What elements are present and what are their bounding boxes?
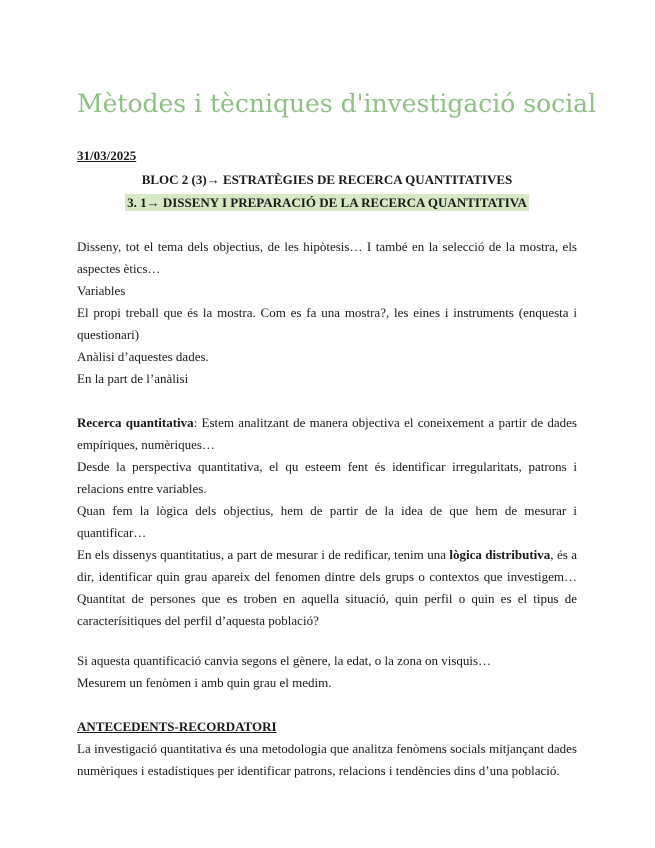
logica-distributiva-term: lògica distributiva — [449, 547, 551, 562]
bloc-heading-text: BLOC 2 (3)→ ESTRATÈGIES DE RECERCA QUANTITATIVES — [141, 172, 513, 187]
document-title: Mètodes i tècniques d'investigació social — [77, 89, 597, 118]
spacer — [77, 694, 577, 716]
recerca-definition: : Estem analitzant de manera objectiva el coneixement a partir de dades empíriques, numèriques… — [77, 415, 577, 452]
recerca-p4-after: , és a dir, identificar quin grau apareix del fenomen dintre dels grups o contextos que investigem… Quantitat de persones que es troben en aquella situació, quin perfil o quin es el tipus de caracterísitiques del perfil d’aquesta població? — [77, 547, 577, 628]
closing-paragraph-1: Si aquesta quantificació canvia segons el gènere, la edat, o la zona on visquis… — [77, 653, 492, 668]
recerca-term: Recerca quantitativa — [77, 415, 194, 430]
recerca-paragraph-4 — [77, 544, 577, 632]
intro-paragraph-3: El propi treball que és la mostra. Com es fa una mostra?, les eines i instruments (enquesta i questionari) — [77, 305, 577, 342]
spacer — [77, 390, 577, 412]
intro-paragraph-1: Disseny, tot el tema dels objectius, de les hipòtesis… I també en la selecció de la mostra, els aspectes ètics… — [77, 239, 577, 276]
intro-paragraph-2: Variables — [77, 283, 126, 298]
section-heading-highlight: 3. 1→ DISSENY I PREPARACIÓ DE LA RECERCA QUANTITATIVA — [127, 195, 527, 210]
antecedents-paragraph: La investigació quantitativa és una metodologia que analitza fenòmens socials mitjançant dades numèriques i estadístiques per identificar patrons, relacions i tendències dins d’una població. — [77, 741, 577, 778]
intro-paragraph-5: En la part de l’anàlisi — [77, 371, 189, 386]
intro-paragraph-4: Anàlisi d’aquestes dades. — [77, 349, 209, 364]
antecedents-heading: ANTECEDENTS-RECORDATORI — [77, 719, 277, 734]
spacer — [77, 632, 577, 650]
recerca-definition-paragraph — [77, 412, 577, 456]
document-body — [77, 236, 577, 782]
recerca-p4-before: En els dissenys quantitatius, a part de mesurar i de redificar, tenim una — [77, 547, 450, 562]
section-heading — [77, 195, 577, 211]
bloc-heading — [77, 172, 577, 188]
recerca-paragraph-3: Quan fem la lògica dels objectius, hem de partir de la idea de que hem de mesurar i quantificar… — [77, 503, 577, 540]
closing-paragraph-2: Mesurem un fenòmen i amb quin grau el medim. — [77, 675, 332, 690]
recerca-paragraph-2: Desde la perspectiva quantitativa, el qu esteem fent és identificar irregularitats, patrons i relacions entre variables. — [77, 459, 577, 496]
lecture-date: 31/03/2025 — [77, 148, 137, 163]
